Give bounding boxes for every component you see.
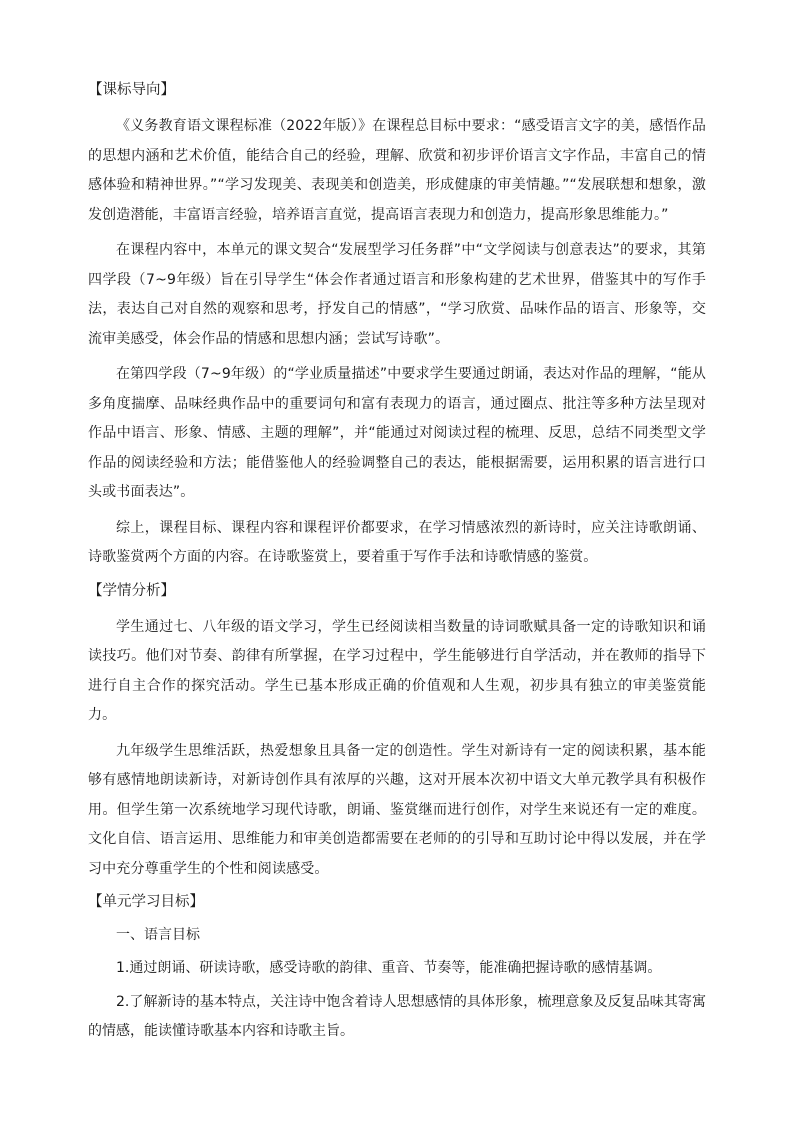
document-body: [88, 80, 706, 1051]
list-item: 1.通过朗诵、研读诗歌，感受诗歌的韵律、重音、节奏等，能准确把握诗歌的感情基调。: [116, 960, 662, 976]
paragraph: 在第四学段（7~9年级）的“学业质量描述”中要求学生要通过朗诵，表达对作品的理解，“能从多角度揣摩、品味经典作品中的重要词句和富有表现力的语言，通过圈点、批注等多种方法呈现对作品中语言、形象、情感、主题的理解”，并“能通过对阅读过程的梳理、反思，总结不同类型文学作品的阅读经验和方法；能借鉴他人的经验调整自己的表达，能根据需要，运用积累的语言进行口头或书面表达”。: [88, 366, 706, 500]
subheading-language-goals: 一、语言目标: [116, 927, 200, 943]
paragraph: 综上，课程目标、课程内容和课程评价都要求，在学习情感浓烈的新诗时，应关注诗歌朗诵、诗歌鉴赏两个方面的内容。在诗歌鉴赏上，要着重于写作手法和诗歌情感的鉴赏。: [88, 519, 706, 565]
paragraph: 《义务教育语文课程标准（2022年版）》在课程总目标中要求：“感受语言文字的美，感悟作品的思想内涵和艺术价值，能结合自己的经验，理解、欣赏和初步评价语言文字作品，丰富自己的情感体验和精神世界。”“学习发现美、表现美和创造美，形成健康的审美情趣。”“发展联想和想象，激发创造潜能，丰富语言经验，培养语言直觉，提高语言表现力和创造力，提高形象思维能力。”: [88, 118, 706, 223]
paragraph: 学生通过七、八年级的语文学习，学生已经阅读相当数量的诗词歌赋具备一定的诗歌知识和诵读技巧。他们对节奏、韵律有所掌握，在学习过程中，学生能够进行自学活动，并在教师的指导下进行自主合作的探究活动。学生已基本形成正确的价值观和人生观，初步具有独立的审美鉴赏能力。: [88, 618, 706, 723]
section-heading-curriculum: 【课标导向】: [88, 82, 175, 98]
paragraph: 在课程内容中，本单元的课文契合“发展型学习任务群”中“文学阅读与创意表达”的要求，其第四学段（7~9年级）旨在引导学生“体会作者通过语言和形象构建的艺术世界，借鉴其中的写作手法，表达自己对自然的观察和思考，抒发自己的情感”，“学习欣赏、品味作品的语言、形象等，交流审美感受，体会作品的情感和思想内涵；尝试写诗歌”。: [88, 242, 706, 347]
section-heading-learner-analysis: 【学情分析】: [88, 582, 175, 599]
paragraph: 九年级学生思维活跃，热爱想象且具备一定的创造性。学生对新诗有一定的阅读积累，基本能够有感情地朗读新诗，对新诗创作具有浓厚的兴趣，这对开展本次初中语文大单元教学具有积极作用。但学生第一次系统地学习现代诗歌，朗诵、鉴赏继而进行创作，对学生来说还有一定的难度。文化自信、语言运用、思维能力和审美创造都需要在老师的的引导和互助讨论中得以发展，并在学习中充分尊重学生的个性和阅读感受。: [88, 742, 706, 877]
section-heading-unit-goals: 【单元学习目标】: [88, 894, 204, 910]
list-item: 2.了解新诗的基本特点，关注诗中饱含着诗人思想感情的具体形象，梳理意象及反复品味其寄寓的情感，能读懂诗歌基本内容和诗歌主旨。: [88, 993, 706, 1039]
